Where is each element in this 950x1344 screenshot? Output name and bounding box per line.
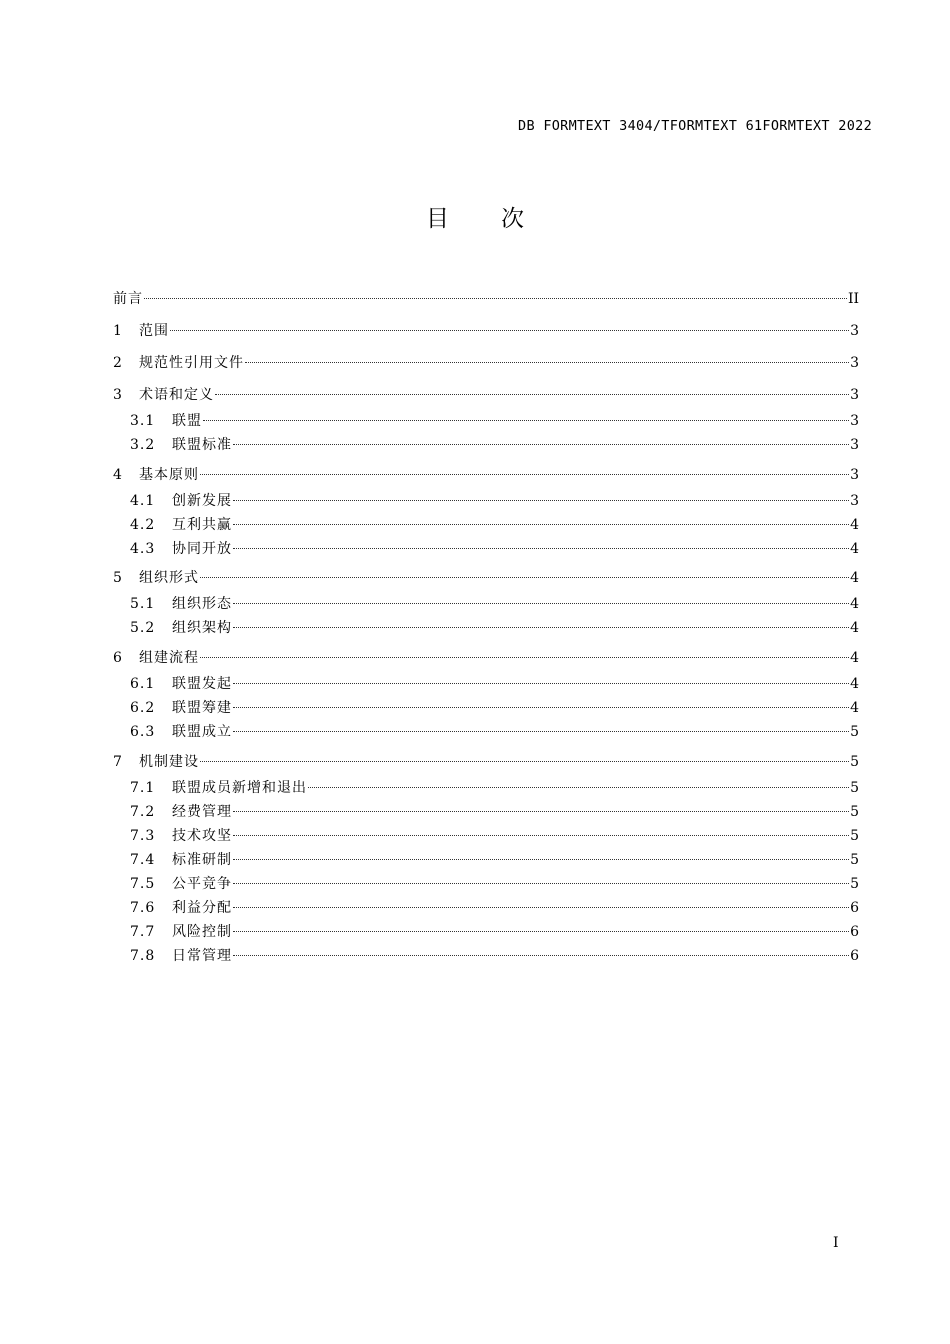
toc-entry-number: 7.7 (130, 924, 156, 940)
toc-entry-page: 5 (850, 852, 859, 868)
toc-leader-dots (144, 298, 847, 299)
toc-leader-dots (233, 444, 849, 445)
toc-entry-label: 协同开放 (172, 541, 232, 557)
toc-entry-5[interactable] (113, 568, 859, 588)
toc-leader-dots (200, 761, 849, 762)
toc-entry-page: 4 (850, 596, 859, 612)
toc-entry-5-2[interactable] (130, 618, 859, 638)
toc-entry-number: 5 (113, 570, 122, 586)
toc-entry-number: 2 (113, 355, 122, 371)
toc-entry-label: 前言 (113, 291, 143, 307)
toc-entry-page: 5 (850, 754, 859, 770)
toc-entry-7-3[interactable] (130, 826, 859, 846)
toc-entry-page: 3 (850, 437, 859, 453)
toc-entry-label: 经费管理 (172, 804, 232, 820)
toc-leader-dots (233, 603, 849, 604)
toc-entry-label: 联盟成员新增和退出 (172, 780, 307, 796)
toc-leader-dots (233, 931, 849, 932)
toc-entry-page: 5 (850, 724, 859, 740)
toc-entry-3[interactable] (113, 385, 859, 405)
toc-entry-number: 1 (113, 323, 122, 339)
toc-leader-dots (245, 362, 849, 363)
toc-entry-6-3[interactable] (130, 722, 859, 742)
toc-leader-dots (233, 811, 849, 812)
toc-entry-label: 组织形态 (172, 596, 232, 612)
toc-leader-dots (233, 500, 849, 501)
toc-entry-label: 联盟发起 (172, 676, 232, 692)
toc-entry-page: 6 (850, 924, 859, 940)
toc-entry-page: 4 (850, 570, 859, 586)
toc-entry-page: 6 (850, 948, 859, 964)
toc-entry-label: 公平竞争 (172, 876, 232, 892)
toc-entry-number: 4.1 (130, 493, 156, 509)
toc-title-char-2: 次 (501, 206, 524, 232)
toc-entry-number: 4.2 (130, 517, 156, 533)
toc-leader-dots (200, 474, 849, 475)
toc-entry-6-2[interactable] (130, 698, 859, 718)
toc-entry-number: 7.4 (130, 852, 156, 868)
toc-entry-number: 4 (113, 467, 122, 483)
toc-entry-number: 7.1 (130, 780, 156, 796)
toc-entry-number: 5.1 (130, 596, 156, 612)
toc-leader-dots (233, 683, 849, 684)
toc-entry-6-1[interactable] (130, 674, 859, 694)
toc-title (0, 200, 950, 233)
toc-entry-label: 创新发展 (172, 493, 232, 509)
toc-entry-7-2[interactable] (130, 802, 859, 822)
toc-entry-page: 5 (850, 828, 859, 844)
toc-entry-page: 4 (850, 700, 859, 716)
toc-entry-4-2[interactable] (130, 515, 859, 535)
toc-entry-number: 3.2 (130, 437, 156, 453)
toc-entry-page: 3 (850, 467, 859, 483)
toc-entry-1[interactable] (113, 321, 859, 341)
toc-entry-number: 6 (113, 650, 122, 666)
toc-entry-number: 6.1 (130, 676, 156, 692)
toc-entry-label: 联盟标准 (172, 437, 232, 453)
toc-entry-3-1[interactable] (130, 411, 859, 431)
toc-entry-page: 5 (850, 876, 859, 892)
toc-leader-dots (233, 859, 849, 860)
toc-leader-dots (233, 731, 849, 732)
toc-leader-dots (170, 330, 849, 331)
toc-entry-page: 3 (850, 355, 859, 371)
toc-entry-7-1[interactable] (130, 778, 859, 798)
toc-entry-4[interactable] (113, 465, 859, 485)
toc-entry-5-1[interactable] (130, 594, 859, 614)
toc-entry-page: 3 (850, 413, 859, 429)
toc-entry-4-1[interactable] (130, 491, 859, 511)
toc-entry-page: 4 (850, 676, 859, 692)
toc-entry-page: 4 (850, 541, 859, 557)
toc-entry-label: 联盟 (172, 413, 202, 429)
toc-leader-dots (200, 577, 849, 578)
toc-entry-number: 5.2 (130, 620, 156, 636)
toc-entry-7-8[interactable] (130, 946, 859, 966)
toc-entry-label: 机制建设 (139, 754, 199, 770)
toc-entry-7-7[interactable] (130, 922, 859, 942)
toc-entry-label: 基本原则 (139, 467, 199, 483)
toc-entry-label: 术语和定义 (139, 387, 214, 403)
toc-entry-number: 7.6 (130, 900, 156, 916)
toc-leader-dots (200, 657, 849, 658)
toc-leader-dots (215, 394, 849, 395)
toc-entry-label: 日常管理 (172, 948, 232, 964)
toc-entry-number: 7 (113, 754, 122, 770)
toc-entry-number: 6.3 (130, 724, 156, 740)
toc-entry-7-6[interactable] (130, 898, 859, 918)
toc-entry-7-5[interactable] (130, 874, 859, 894)
toc-entry-6[interactable] (113, 648, 859, 668)
toc-entry-page: 3 (850, 323, 859, 339)
toc-entry-label: 利益分配 (172, 900, 232, 916)
toc-entry-3-2[interactable] (130, 435, 859, 455)
toc-entry-4-3[interactable] (130, 539, 859, 559)
toc-leader-dots (233, 524, 849, 525)
toc-entry-label: 互利共赢 (172, 517, 232, 533)
toc-leader-dots (233, 627, 849, 628)
toc-entry-2[interactable] (113, 353, 859, 373)
toc-entry-7-4[interactable] (130, 850, 859, 870)
toc-entry-label: 组织形式 (139, 570, 199, 586)
toc-entry-page: 5 (850, 780, 859, 796)
toc-leader-dots (233, 548, 849, 549)
toc-entry-page: 3 (850, 493, 859, 509)
toc-entry-page: II (847, 291, 859, 307)
toc-leader-dots (233, 707, 849, 708)
toc-entry-label: 规范性引用文件 (139, 355, 244, 371)
toc-entry-number: 7.5 (130, 876, 156, 892)
toc-entry-page: 5 (850, 804, 859, 820)
toc-leader-dots (233, 907, 849, 908)
toc-entry-label: 范围 (139, 323, 169, 339)
toc-entry-label: 风险控制 (172, 924, 232, 940)
page-number: I (833, 1235, 839, 1251)
toc-entry-label: 组织架构 (172, 620, 232, 636)
toc-entry-page: 4 (850, 620, 859, 636)
toc-entry-number: 7.8 (130, 948, 156, 964)
toc-entry-label: 标准研制 (172, 852, 232, 868)
toc-entry-label: 技术攻坚 (172, 828, 232, 844)
toc-title-char-1: 目 (426, 206, 449, 232)
toc-entry-number: 7.3 (130, 828, 156, 844)
toc-entry-label: 组建流程 (139, 650, 199, 666)
toc-entry-number: 3.1 (130, 413, 156, 429)
toc-entry-7[interactable] (113, 752, 859, 772)
toc-entry-label: 联盟成立 (172, 724, 232, 740)
toc-entry-page: 4 (850, 650, 859, 666)
document-code-header: DB FORMTEXT 3404/TFORMTEXT 61FORMTEXT 2022 (518, 118, 872, 134)
toc-entry-number: 3 (113, 387, 122, 403)
toc-entry-label: 联盟筹建 (172, 700, 232, 716)
toc-entry-page: 6 (850, 900, 859, 916)
toc-entry-page: 3 (850, 387, 859, 403)
toc-leader-dots (233, 835, 849, 836)
toc-leader-dots (233, 955, 849, 956)
toc-entry-foreword[interactable] (113, 289, 859, 309)
toc-entry-page: 4 (850, 517, 859, 533)
toc-entry-number: 4.3 (130, 541, 156, 557)
toc-leader-dots (233, 883, 849, 884)
toc-entry-number: 6.2 (130, 700, 156, 716)
toc-leader-dots (203, 420, 849, 421)
toc-leader-dots (308, 787, 849, 788)
toc-entry-number: 7.2 (130, 804, 156, 820)
